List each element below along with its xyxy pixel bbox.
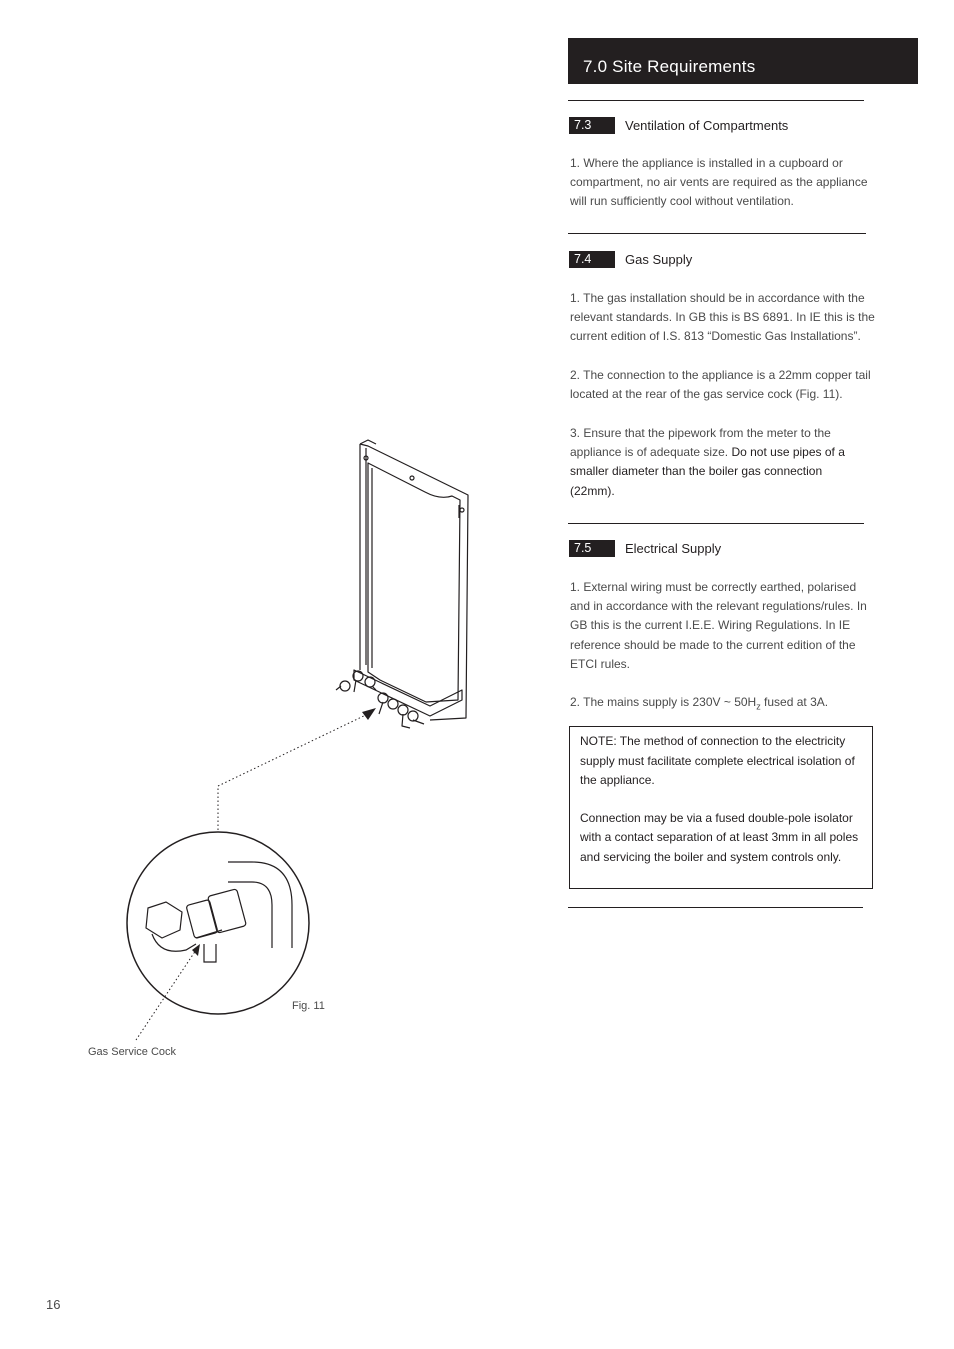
subscript: z <box>756 701 761 712</box>
section-title: Ventilation of Compartments <box>625 118 789 133</box>
section-number: 7.5 <box>569 540 615 557</box>
note-paragraph: NOTE: The method of connection to the electricity supply must facilitate complete electrical isolation of the appliance. <box>580 734 855 787</box>
figure-caption: Fig. 11 <box>292 1000 325 1012</box>
figure-label: Gas Service Cock <box>88 1046 177 1058</box>
section-number: 7.3 <box>569 117 615 134</box>
note-paragraph: Connection may be via a fused double-pole isolator with a contact separation of at least 3mm in all poles and servicing the boiler and system controls only. <box>580 810 859 864</box>
label-leader <box>136 950 196 1040</box>
section-number: 7.4 <box>569 251 615 268</box>
section-header-title: 7.0 Site Requirements <box>583 57 756 76</box>
arrowhead <box>362 708 376 720</box>
detail-circle <box>127 832 309 1014</box>
paragraph-text: 2. The mains supply is 230V ~ 50H <box>570 695 757 709</box>
gas-cock-detail <box>146 862 292 962</box>
paragraph: 2. The connection to the appliance is a 22mm copper tail located at the rear of the gas service cock (Fig. 11). <box>570 368 871 402</box>
page-number: 16 <box>46 1297 61 1312</box>
paragraph: 1. The gas installation should be in accordance with the relevant standards. In GB this is BS 6891. In IE this is the current edition of I.S. 813 “Domestic Gas Installations”. <box>570 291 875 344</box>
section-title: Gas Supply <box>625 252 693 267</box>
section-title: Electrical Supply <box>625 541 722 556</box>
frame-outline <box>360 444 468 720</box>
paragraph-text: 3. Ensure that the pipework from the meter to the appliance is of adequate size. <box>570 426 831 460</box>
paragraph-text: fused at 3A. <box>760 695 829 709</box>
warning-text: Do not use pipes of a smaller diameter than the boiler gas connection (22mm). <box>570 445 845 498</box>
paragraph: 1. External wiring must be correctly earthed, polarised and in accordance with the relevant regulations/rules. In GB this is the current I.E.E. Wiring Regulations. In IE reference should be made to the current edition of the ETCI rules. <box>570 580 867 671</box>
valve-left <box>336 671 376 692</box>
leader-line <box>218 712 372 830</box>
frame-cutout <box>368 463 460 702</box>
paragraph: 1. Where the appliance is installed in a cupboard or compartment, no air vents are required as the appliance will run sufficiently cool without ventilation. <box>570 156 868 209</box>
